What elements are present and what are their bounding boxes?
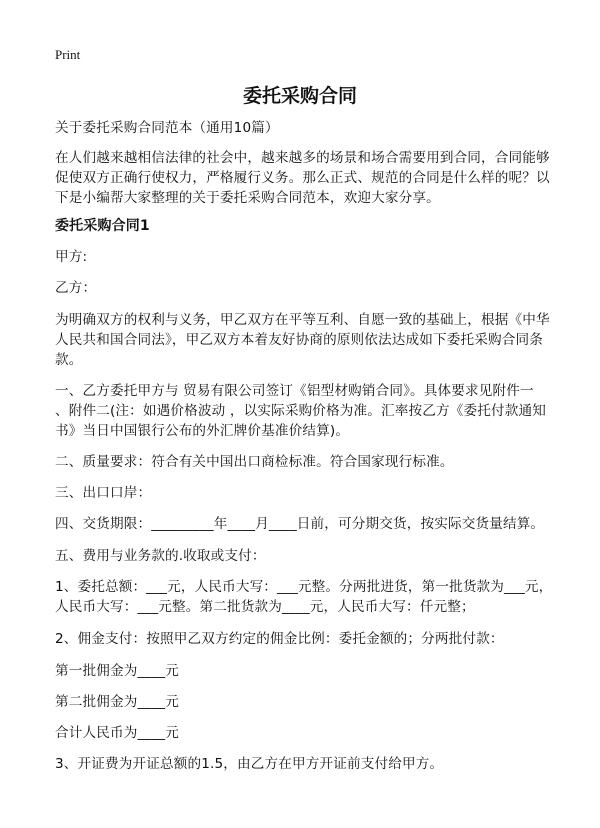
clause-1-line: 、附件二(注：如遇价格波动 ，以实际采购价格为准。汇率按乙方《委托付款通知: [55, 403, 546, 419]
intro-line: 下是小编帮大家整理的关于委托采购合同范本，欢迎大家分享。: [55, 190, 440, 206]
item-1-line: 1、委托总额：___元，人民币大写：___元整。分两批进货，第一批货款为___元，: [55, 579, 553, 595]
item-2: 2、佣金支付：按照甲乙双方约定的佣金比例：委托金额的；分两批付款：: [55, 631, 504, 647]
subtitle: 关于委托采购合同范本（通用10篇）: [55, 120, 279, 136]
commission-first: 第一批佣金为____元: [55, 663, 179, 679]
party-a: 甲方:: [55, 249, 88, 265]
clause-1-line: 一、乙方委托甲方与 贸易有限公司签订《铝型材购销合同》。具体要求见附件一: [55, 383, 534, 399]
commission-second: 第二批佣金为____元: [55, 694, 179, 710]
clause-1-line: 书》当日中国银行公布的外汇牌价基准价结算)。: [55, 423, 350, 439]
clause-5: 五、费用与业务款的.收取或支付：: [55, 548, 266, 564]
party-b: 乙方：: [55, 280, 97, 296]
clause-4: 四、交货期限：_________年____月____日前，可分期交货，按实际交货量结算。: [55, 516, 545, 532]
item-3: 3、开证费为开证总额的1.5，由乙方在甲方开证前支付给甲方。: [55, 756, 444, 772]
section-heading: 委托采购合同1: [55, 218, 150, 234]
intro-line: 促使双方正确行使权力，严格履行义务。那么正式、规范的合同是什么样的呢？以: [55, 170, 550, 186]
clause-3: 三、出口口岸：: [55, 485, 152, 501]
preamble-line: 人民共和国合同法》，甲乙双方本着友好协商的原则依法达成如下委托采购合同条: [55, 332, 543, 348]
print-link[interactable]: Print: [55, 47, 81, 62]
item-1-line: 人民币大写：___元整。第二批货款为____元，人民币大写：仟元整；: [55, 599, 475, 615]
commission-total: 合计人民币为____元: [55, 725, 179, 741]
preamble-line: 款。: [55, 352, 83, 368]
preamble-line: 为明确双方的权利与义务，甲乙双方在平等互利、自愿一致的基础上，根据《中华: [55, 312, 550, 328]
intro-line: 在人们越来越相信法律的社会中，越来越多的场景和场合需要用到合同，合同能够: [55, 150, 550, 166]
clause-2: 二、质量要求：符合有关中国出口商检标准。符合国家现行标准。: [55, 454, 454, 470]
document-title: 委托采购合同: [242, 85, 357, 107]
